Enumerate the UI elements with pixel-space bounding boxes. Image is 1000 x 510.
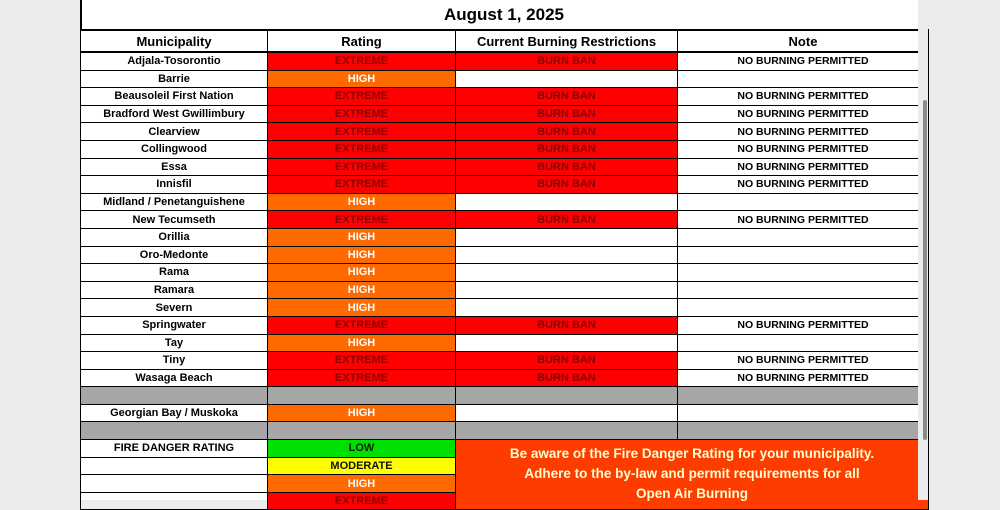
- spreadsheet-page: [80, 0, 928, 508]
- header-municipality: Municipality: [81, 30, 268, 52]
- header-note: Note: [678, 30, 929, 52]
- rating-cell: HIGH: [268, 193, 456, 211]
- gap-cell: [678, 387, 929, 405]
- note-cell: NO BURNING PERMITTED: [678, 158, 929, 176]
- note-cell: NO BURNING PERMITTED: [678, 88, 929, 106]
- note-cell: NO BURNING PERMITTED: [678, 316, 929, 334]
- rating-cell: EXTREME: [268, 140, 456, 158]
- rating-cell: EXTREME: [268, 176, 456, 194]
- legend-row: [81, 440, 929, 458]
- legend-level-moderate: MODERATE: [268, 457, 456, 475]
- rating-cell: HIGH: [268, 246, 456, 264]
- rating-cell: EXTREME: [268, 123, 456, 141]
- legend-label-cell: [81, 475, 268, 493]
- gap-cell: [268, 387, 456, 405]
- gap-cell: [456, 422, 678, 440]
- restriction-cell: BURN BAN: [456, 140, 678, 158]
- table-row: [81, 176, 929, 194]
- municipality-cell: Tiny: [81, 352, 268, 370]
- restriction-cell: BURN BAN: [456, 369, 678, 387]
- header-restrictions: Current Burning Restrictions: [456, 30, 678, 52]
- municipality-cell: Clearview: [81, 123, 268, 141]
- rating-cell: HIGH: [268, 264, 456, 282]
- message-line: Be aware of the Fire Danger Rating for your municipality.: [509, 446, 875, 462]
- restriction-cell: [456, 281, 678, 299]
- legend-level-low: LOW: [268, 440, 456, 458]
- rating-cell: EXTREME: [268, 158, 456, 176]
- rating-cell: EXTREME: [268, 105, 456, 123]
- fire-rating-table: [80, 29, 929, 510]
- table-row: [81, 140, 929, 158]
- legend-level-high: HIGH: [268, 475, 456, 493]
- note-cell: NO BURNING PERMITTED: [678, 352, 929, 370]
- table-row: [81, 211, 929, 229]
- municipality-cell: Bradford West Gwillimbury: [81, 105, 268, 123]
- legend-level-extreme: EXTREME: [268, 492, 456, 510]
- note-cell: NO BURNING PERMITTED: [678, 105, 929, 123]
- note-cell: NO BURNING PERMITTED: [678, 52, 929, 70]
- municipality-cell: Oro-Medonte: [81, 246, 268, 264]
- gap-cell: [456, 387, 678, 405]
- scrollbar-thumb[interactable]: [923, 100, 927, 440]
- table-row: [81, 369, 929, 387]
- restriction-cell: BURN BAN: [456, 176, 678, 194]
- table-row: [81, 404, 929, 422]
- rating-cell: HIGH: [268, 70, 456, 88]
- note-cell: [678, 281, 929, 299]
- rating-cell: HIGH: [268, 299, 456, 317]
- legend-label-cell: FIRE DANGER RATING: [81, 440, 268, 458]
- note-cell: [678, 246, 929, 264]
- rating-cell: HIGH: [268, 281, 456, 299]
- restriction-cell: [456, 404, 678, 422]
- table-row: [81, 105, 929, 123]
- table-row: [81, 158, 929, 176]
- table-body: [81, 52, 929, 510]
- note-cell: NO BURNING PERMITTED: [678, 176, 929, 194]
- note-cell: [678, 334, 929, 352]
- rating-cell: EXTREME: [268, 352, 456, 370]
- header-row: [81, 30, 929, 52]
- municipality-cell: Ramara: [81, 281, 268, 299]
- restriction-cell: BURN BAN: [456, 316, 678, 334]
- restriction-cell: [456, 264, 678, 282]
- note-cell: [678, 264, 929, 282]
- note-cell: NO BURNING PERMITTED: [678, 211, 929, 229]
- table-row: [81, 281, 929, 299]
- table-row: [81, 264, 929, 282]
- restriction-cell: BURN BAN: [456, 52, 678, 70]
- scrollbar-track[interactable]: [918, 0, 928, 500]
- gap-cell: [268, 422, 456, 440]
- legend-label-cell: [81, 457, 268, 475]
- rating-cell: EXTREME: [268, 52, 456, 70]
- municipality-cell: Wasaga Beach: [81, 369, 268, 387]
- rating-cell: HIGH: [268, 334, 456, 352]
- table-row: [81, 123, 929, 141]
- note-cell: NO BURNING PERMITTED: [678, 369, 929, 387]
- rating-cell: HIGH: [268, 404, 456, 422]
- restriction-cell: BURN BAN: [456, 211, 678, 229]
- municipality-cell: Essa: [81, 158, 268, 176]
- rating-cell: EXTREME: [268, 88, 456, 106]
- header-rating: Rating: [268, 30, 456, 52]
- municipality-cell: Adjala-Tosorontio: [81, 52, 268, 70]
- table-row: [81, 88, 929, 106]
- municipality-cell: Orillia: [81, 228, 268, 246]
- restriction-cell: [456, 193, 678, 211]
- separator-row: [81, 387, 929, 405]
- table-row: [81, 334, 929, 352]
- municipality-cell: Beausoleil First Nation: [81, 88, 268, 106]
- table-row: [81, 316, 929, 334]
- restriction-cell: BURN BAN: [456, 158, 678, 176]
- fire-danger-message: [456, 440, 929, 510]
- note-cell: NO BURNING PERMITTED: [678, 140, 929, 158]
- municipality-cell: Severn: [81, 299, 268, 317]
- municipality-cell: Midland / Penetanguishene: [81, 193, 268, 211]
- rating-cell: HIGH: [268, 228, 456, 246]
- note-cell: [678, 70, 929, 88]
- table-row: [81, 70, 929, 88]
- restriction-cell: [456, 299, 678, 317]
- restriction-cell: [456, 246, 678, 264]
- table-row: [81, 299, 929, 317]
- note-cell: [678, 193, 929, 211]
- page-title: August 1, 2025: [80, 0, 928, 29]
- note-cell: [678, 299, 929, 317]
- gap-cell: [81, 387, 268, 405]
- restriction-cell: BURN BAN: [456, 105, 678, 123]
- restriction-cell: BURN BAN: [456, 88, 678, 106]
- message-line: Adhere to the by-law and permit requirements for all: [524, 466, 860, 482]
- table-row: [81, 193, 929, 211]
- restriction-cell: [456, 334, 678, 352]
- municipality-cell: Collingwood: [81, 140, 268, 158]
- municipality-cell: New Tecumseth: [81, 211, 268, 229]
- municipality-cell: Georgian Bay / Muskoka: [81, 404, 268, 422]
- legend-label-cell: [81, 492, 268, 510]
- note-cell: [678, 404, 929, 422]
- table-row: [81, 228, 929, 246]
- gap-cell: [81, 422, 268, 440]
- separator-row-2: [81, 422, 929, 440]
- rating-cell: EXTREME: [268, 211, 456, 229]
- restriction-cell: BURN BAN: [456, 352, 678, 370]
- table-row: [81, 352, 929, 370]
- municipality-cell: Rama: [81, 264, 268, 282]
- municipality-cell: Innisfil: [81, 176, 268, 194]
- restriction-cell: [456, 70, 678, 88]
- message-line: Open Air Burning: [636, 486, 748, 502]
- gap-cell: [678, 422, 929, 440]
- note-cell: NO BURNING PERMITTED: [678, 123, 929, 141]
- municipality-cell: Springwater: [81, 316, 268, 334]
- note-cell: [678, 228, 929, 246]
- municipality-cell: Barrie: [81, 70, 268, 88]
- table-row: [81, 52, 929, 70]
- rating-cell: EXTREME: [268, 369, 456, 387]
- restriction-cell: [456, 228, 678, 246]
- table-row: [81, 246, 929, 264]
- rating-cell: EXTREME: [268, 316, 456, 334]
- municipality-cell: Tay: [81, 334, 268, 352]
- restriction-cell: BURN BAN: [456, 123, 678, 141]
